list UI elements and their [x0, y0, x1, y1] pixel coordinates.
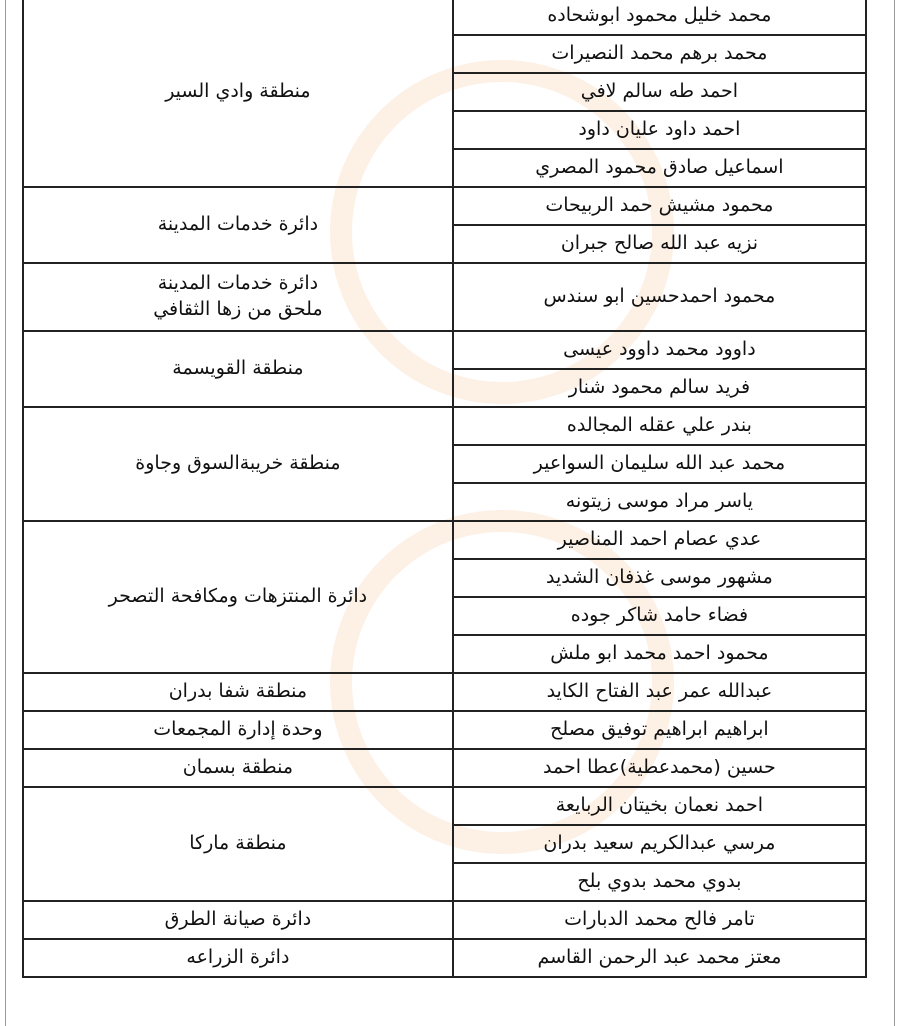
department-cell: [23, 263, 453, 331]
department-name: دائرة خدمات المدينة: [157, 213, 319, 236]
employee-name: احمد داود عليان داود: [453, 111, 866, 149]
department-cell: [23, 711, 453, 749]
page-border-right: [894, 0, 895, 1026]
table-row: [23, 407, 866, 445]
table-row: [23, 187, 866, 225]
employee-name: ابراهيم ابراهيم توفيق مصلح: [453, 711, 866, 749]
table-row: [23, 263, 866, 331]
table-row: [23, 673, 866, 711]
employee-name: تامر فالح محمد الدبارات: [453, 901, 866, 939]
employee-name: مشهور موسى غذفان الشديد: [453, 559, 866, 597]
employee-name: اسماعيل صادق محمود المصري: [453, 149, 866, 187]
employee-name: بندر علي عقله المجالده: [453, 407, 866, 445]
page-border-left: [5, 0, 6, 1026]
employee-name: بدوي محمد بدوي بلح: [453, 863, 866, 901]
table-row: [23, 901, 866, 939]
employee-name: محمود احمد محمد ابو ملش: [453, 635, 866, 673]
department-cell: [23, 901, 453, 939]
department-name: دائرة صيانة الطرق: [164, 908, 312, 931]
department-name: دائرة المنتزهات ومكافحة التصحر: [108, 585, 368, 608]
department-cell: [23, 673, 453, 711]
department-cell: [23, 749, 453, 787]
employee-name: احمد طه سالم لافي: [453, 73, 866, 111]
department-cell: [23, 331, 453, 407]
department-cell: [23, 939, 453, 977]
employee-name: مرسي عبدالكريم سعيد بدران: [453, 825, 866, 863]
table-row: [23, 939, 866, 977]
employee-name: محمد خليل محمود ابوشحاده: [453, 0, 866, 35]
department-name: منطقة ماركا: [189, 832, 287, 855]
employee-name: فضاء حامد شاكر جوده: [453, 597, 866, 635]
employee-name: داوود محمد داوود عيسى: [453, 331, 866, 369]
employee-name: عبدالله عمر عبد الفتاح الكايد: [453, 673, 866, 711]
department-cell: [23, 521, 453, 673]
employee-name: احمد نعمان بخيتان الربايعة: [453, 787, 866, 825]
employee-name: محمود احمدحسين ابو سندس: [453, 263, 866, 331]
department-name-line2: ملحق من زها الثقافي: [153, 298, 323, 320]
employee-name: نزيه عبد الله صالح جبران: [453, 225, 866, 263]
department-name: منطقة وادي السير: [165, 80, 311, 103]
employee-name: محمد برهم محمد النصيرات: [453, 35, 866, 73]
table-row: [23, 787, 866, 825]
table-row: [23, 749, 866, 787]
employee-name: فريد سالم محمود شنار: [453, 369, 866, 407]
department-cell: [23, 407, 453, 521]
department-name: وحدة إدارة المجمعات: [153, 718, 323, 741]
department-name: منطقة خريبةالسوق وجاوة: [135, 452, 341, 475]
table-row: [23, 0, 866, 35]
department-name: دائرة الزراعه: [186, 946, 290, 969]
department-cell: [23, 787, 453, 901]
employee-name: محمود مشيش حمد الربيحات: [453, 187, 866, 225]
employee-name: عدي عصام احمد المناصير: [453, 521, 866, 559]
table-row: [23, 331, 866, 369]
department-name: منطقة شفا بدران: [168, 680, 308, 703]
employee-name: حسين (محمدعطية)عطا احمد: [453, 749, 866, 787]
department-cell: [23, 187, 453, 263]
employee-name: ياسر مراد موسى زيتونه: [453, 483, 866, 521]
department-name: منطقة القويسمة: [172, 357, 304, 380]
employee-name: محمد عبد الله سليمان السواعير: [453, 445, 866, 483]
department-name: دائرة خدمات المدينة: [157, 272, 319, 295]
employee-name: معتز محمد عبد الرحمن القاسم: [453, 939, 866, 977]
department-name: منطقة بسمان: [182, 756, 294, 779]
department-cell: [23, 0, 453, 187]
table-row: [23, 711, 866, 749]
table-row: [23, 521, 866, 559]
employee-assignment-table: [22, 0, 867, 978]
